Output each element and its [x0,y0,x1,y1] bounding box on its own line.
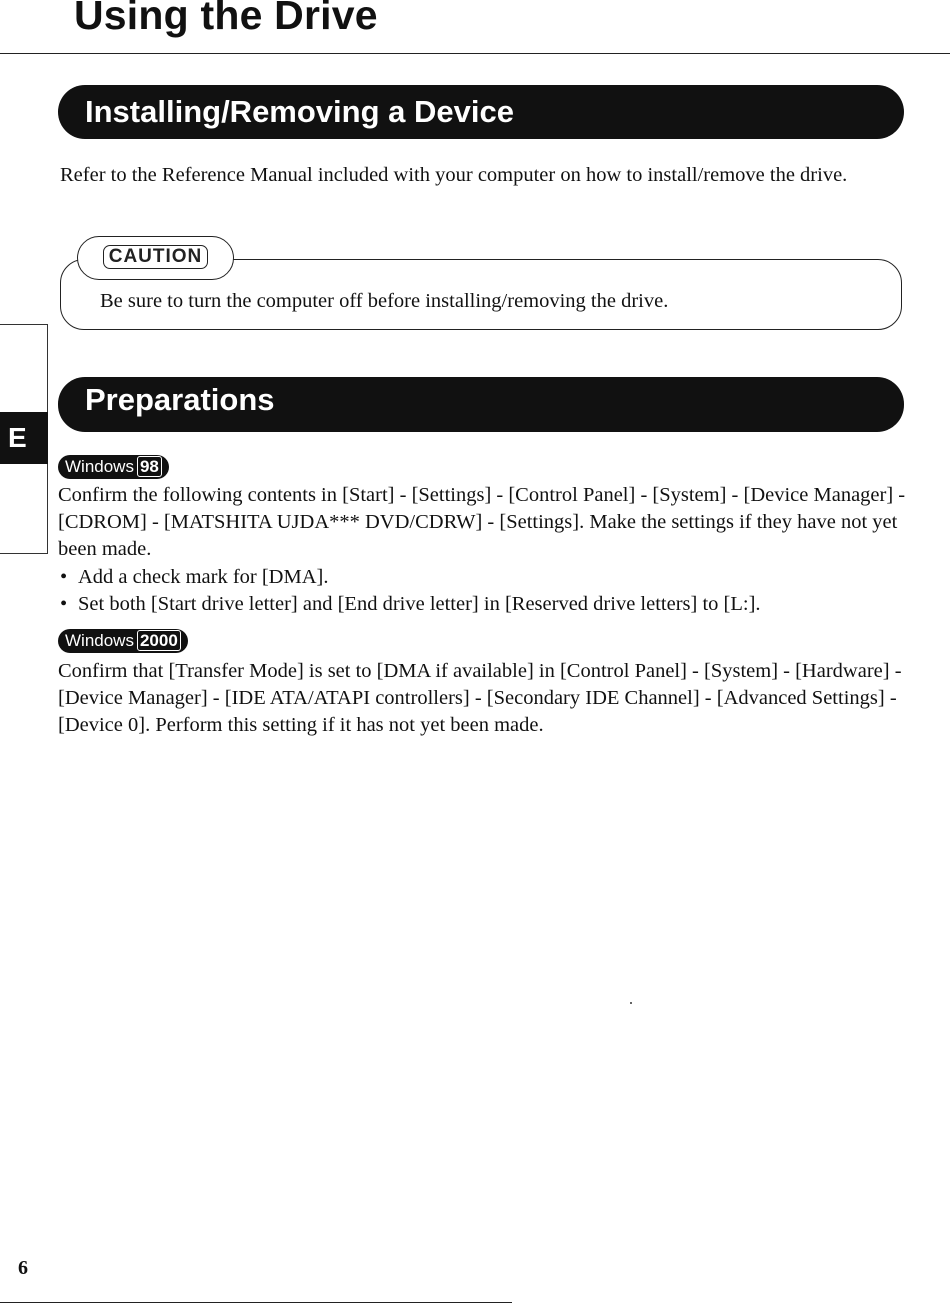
title-divider [0,53,950,54]
list-item: • Add a check mark for [DMA]. [58,564,906,591]
list-item: • Set both [Start drive letter] and [End drive letter] in [Reserved drive letters] to [L:]. [58,591,906,618]
windows98-badge [58,455,169,479]
page-title: Using the Drive [74,0,378,38]
section-heading-preparations: Preparations [58,377,904,432]
windows98-instructions: Confirm the following contents in [Start] - [Settings] - [Control Panel] - [System] - [Device Manager] - [CDROM] - [MATSHITA UJDA*** DVD/CDRW] - [Settings]. Make the settings if they have not yet been made. [58,484,906,560]
scan-speck [630,1002,632,1004]
page-number: 6 [18,1257,28,1279]
section-heading-installing: Installing/Removing a Device [58,85,904,139]
caution-badge [77,236,234,280]
footer-divider [0,1302,512,1303]
caution-text: Be sure to turn the computer off before installing/removing the drive. [100,290,669,312]
windows2000-badge [58,629,188,653]
windows98-badge-os: Windows [65,457,134,476]
caution-label: CAUTION [103,245,209,269]
windows2000-badge-os: Windows [65,631,134,650]
windows2000-instructions: Confirm that [Transfer Mode] is set to [DMA if available] in [Control Panel] - [System] - [Hardware] - [Device Manager] - [IDE ATA/ATAPI controllers] - [Secondary IDE Channel] - [Advanced Settings] - [Device 0]. Perform this setting if it has not yet been made. [58,660,902,736]
windows98-badge-version: 98 [137,456,162,477]
windows2000-badge-version: 2000 [137,630,181,651]
windows98-bullet-list [58,564,906,618]
intro-paragraph: Refer to the Reference Manual included with your computer on how to install/remove the drive. [60,164,848,186]
side-index-tab: E [0,412,48,464]
